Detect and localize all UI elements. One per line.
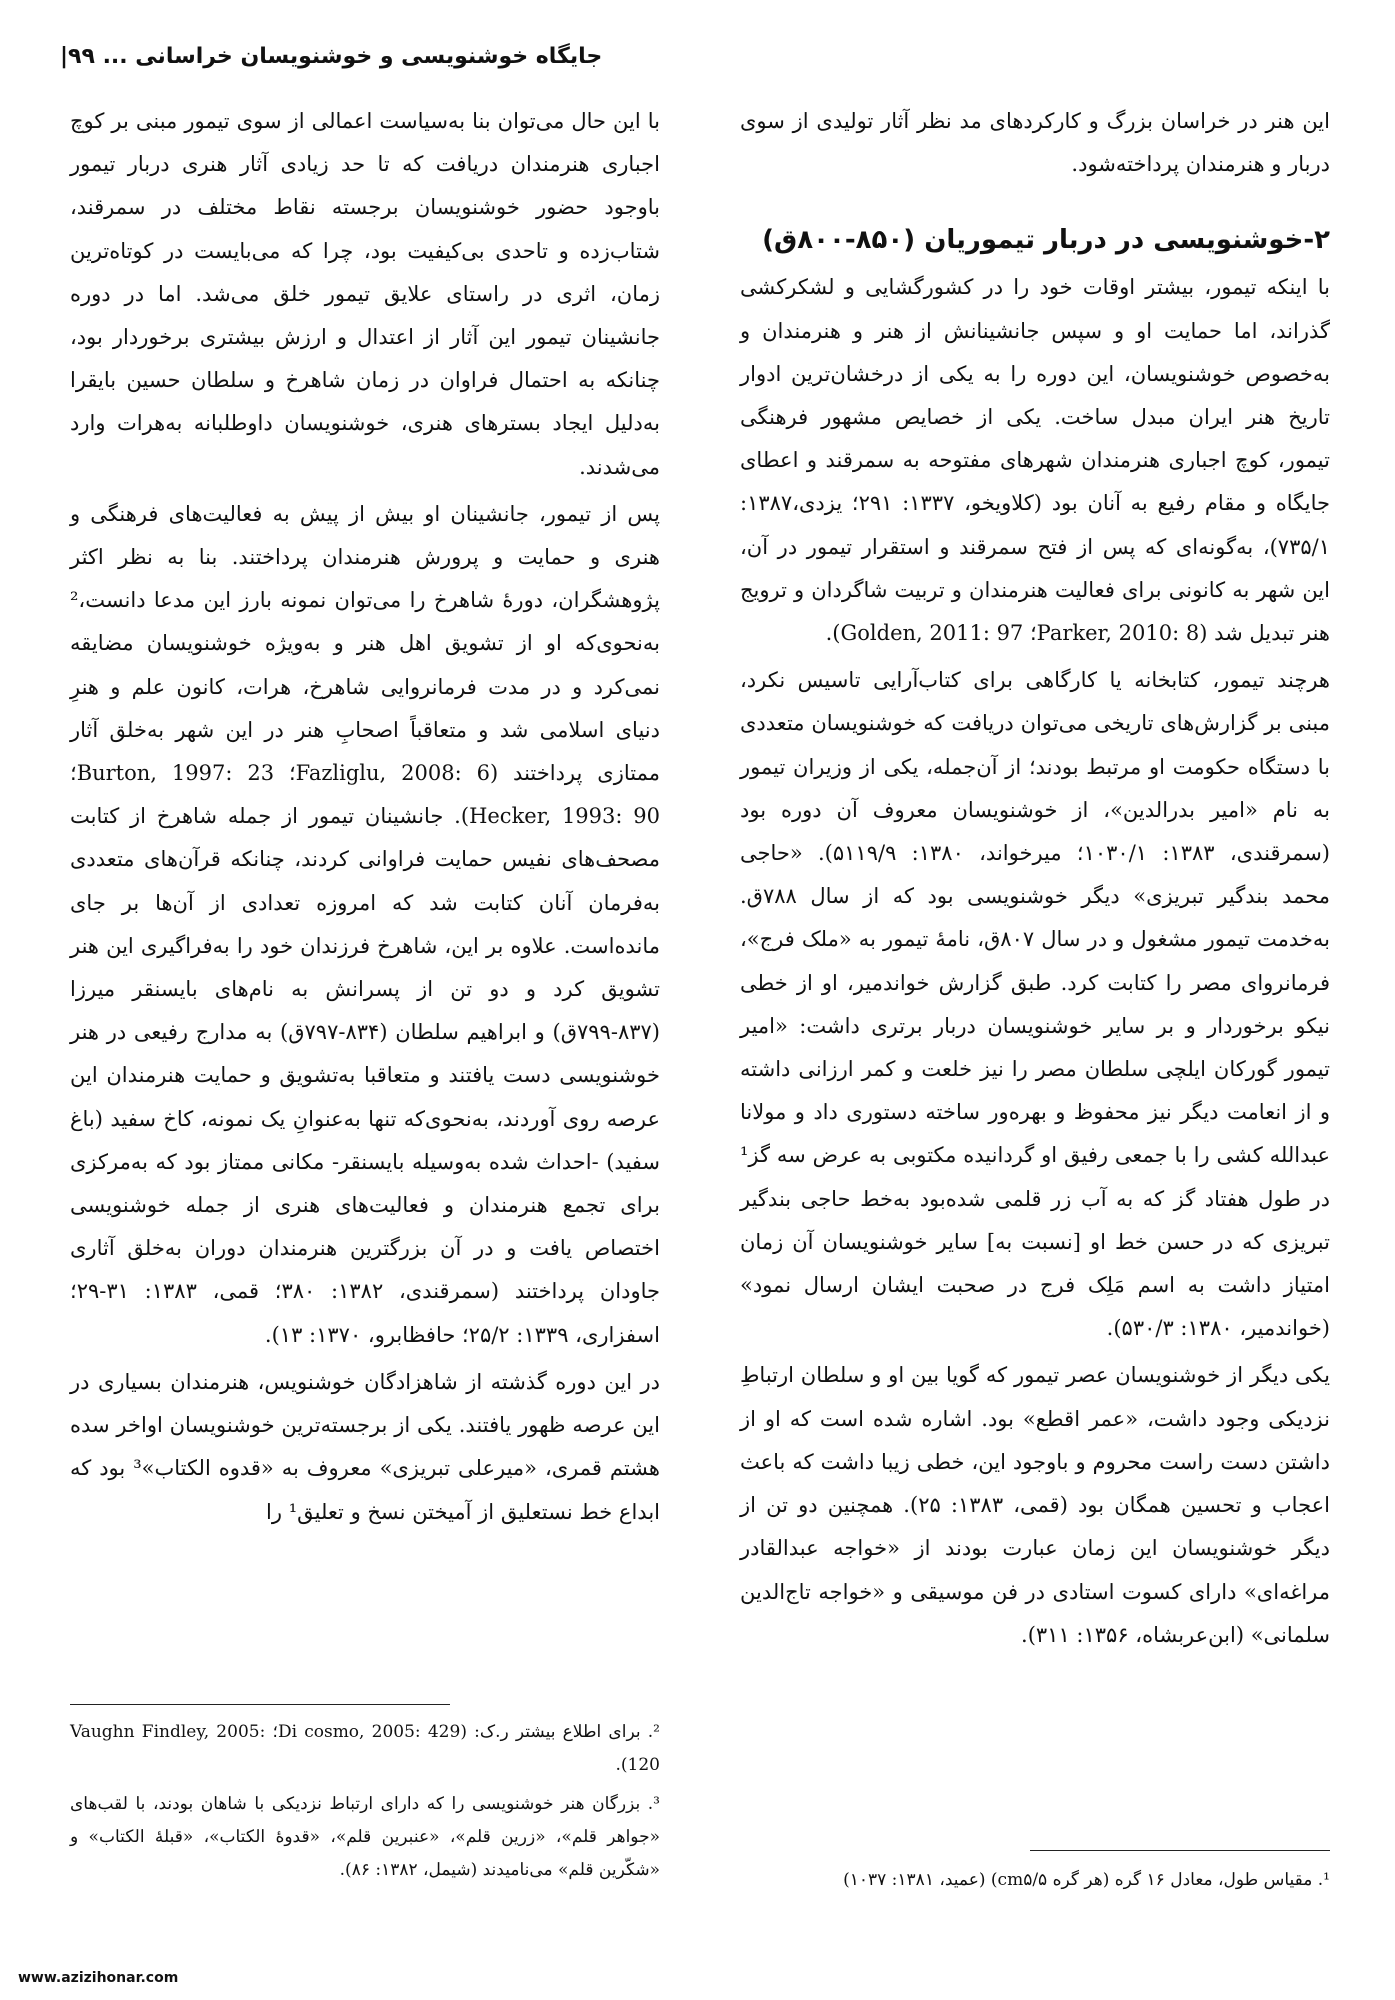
paragraph: این هنر در خراسان بزرگ و کارکردهای مد نظر آثار تولیدی از سوی دربار و هنرمندان پرداخته‌شود.: [740, 109, 1330, 177]
footnotes-right: [740, 1864, 1330, 1903]
paragraph: پس از تیمور، جانشینان او بیش از پیش به فعالیت‌های فرهنگی و هنری و حمایت و پرورش هنرمندان پرداختند. بنا به نظر اکثر پژوهشگران، دورهٔ شاهرخ را می‌توان نمونه بارز این مدعا دانست،² به‌نحوی‌که او از تشویق اهل هنر و به‌ویژه خوشنویسان مضایقه نمی‌کرد و در مدت فرمانروایی شاهرخ، هرات، کانون علم و هنرِ دنیای اسلامی شد و متعاقباً اصحابِ هنر در این شهر به‌خلق آثار ممتازی پرداختند (Fazliglu, 2008: 6؛ Burton, 1997: 23؛ Hecker, 1993: 90). جانشینان تیمور از جمله شاهرخ از کتابت مصحف‌های نفیس حمایت فراوانی کردند، چنانکه قرآن‌های متعددی به‌فرمان آنان کتابت شد که امروزه تعدادی از آن‌ها بر جای مانده‌است. علاوه بر این، شاهرخ فرزندان خود را به‌فراگیری این هنر تشویق کرد و دو تن از پسرانش به نام‌های بایسنقر میرزا (۸۳۷-۷۹۹ق) و ابراهیم سلطان (۸۳۴-۷۹۷ق) به مدارج رفیعی در هنر خوشنویسی دست یافتند و متعاقبا به‌تشویق و حمایت هنرمندان این عرصه روی آوردند، به‌نحوی‌که تنها به‌عنوانِ یک نمونه، کاخ سفید (باغ سفید) -احداث شده به‌وسیله بایسنقر- مکانی ممتاز بود که به‌مرکزی برای تجمع هنرمندان و فعالیت‌های هنری از جمله خوشنویسی اختصاص یافت و در آن بزرگترین هنرمندان دوران به‌خلق آثاری جاودان پرداختند (سمرقندی، ۱۳۸۲: ۳۸۰؛ قمی، ۱۳۸۳: ۳۱-۲۹؛ اسفزاری، ۱۳۳۹: ۲۵/۲؛ حافظابرو، ۱۳۷۰: ۱۳).: [70, 501, 661, 1347]
footnote: ¹. مقیاس طول، معادل ۱۶ گره (هر گره cm۵/۵) (عمید، ۱۳۸۱: ۱۰۳۷): [843, 1870, 1330, 1890]
section-heading: ۲-خوشنویسی در دربار تیموریان (۸۵۰-۸۰۰ق): [762, 225, 1330, 256]
paragraph: هرچند تیمور، کتابخانه یا کارگاهی برای کتاب‌آرایی تاسیس نکرد، مبنی بر گزارش‌های تاریخی می‌توان دریافت که خوشنویسان متعددی با دستگاه حکومت او مرتبط بودند؛ از آن‌جمله، یکی از وزیران تیمور به نام «امیر بدرالدین»، از خوشنویسان معروف آن دوره بود (سمرقندی، ۱۳۸۳: ۱۰۳۰/۱؛ میرخواند، ۱۳۸۰: ۵۱۱۹/۹). «حاجی محمد بندگیر تبریزی» دیگر خوشنویسی بود که از سال ۷۸۸ق. به‌خدمت تیمور مشغول و در سال ۸۰۷ق، نامهٔ تیمور به «ملک فرج»، فرمانروای مصر را کتابت کرد. طبق گزارش خواندمیر، او از خطی نیکو برخوردار و بر سایر خوشنویسان دربار برتری داشت: «امیر تیمور گورکان ایلچی سلطان مصر را نیز خلعت و کمر ارزانی داشته و از انعامت دیگر نیز محفوظ و بهره‌ور ساخته دستوری داد و مولانا عبدالله کشی را با جمعی رفیق او گردانیده مکتوبی به عرض سه گز¹ در طول هفتاد گز که به آب زر قلمی شده‌بود به‌خط حاجی بندگیر تبریزی که در حسن خط او [نسبت به] سایر خوشنویسان آن زمان امتیاز داشت به اسم مَلِک فرج در صحبت ایشان ارسال نمود» (خواندمیر، ۱۳۸۰: ۵۳۰/۳).: [740, 668, 1331, 1341]
footnote-divider: [70, 1704, 450, 1705]
left-column: [70, 100, 660, 1538]
footnotes-left: [70, 1716, 660, 1893]
page-number: |۹۹: [60, 44, 95, 69]
paragraph: با اینکه تیمور، بیشتر اوقات خود را در کشورگشایی و لشکرکشی گذراند، اما حمایت او و سپس جانشینانش از هنر و هنرمندان و به‌خصوص خوشنویسان، این دوره را به یکی از درخشان‌ترین ادوار تاریخ هنر ایران مبدل ساخت. یکی از خصایص مشهور فرهنگی تیمور، کوچ اجباری هنرمندان شهرهای مفتوحه به سمرقند و اعطای جایگاه و مقام رفیع به آنان بود (کلاویخو، ۱۳۳۷: ۲۹۱؛ یزدی،۱۳۸۷: ۷۳۵/۱)، به‌گونه‌ای که پس از فتح سمرقند و استقرار تیمور در آن، این شهر به کانونی برای فعالیت هنرمندان و تربیت شاگردان و ترویج هنر تبدیل شد (Parker, 2010: 8؛ Golden, 2011: 97).: [740, 275, 1330, 646]
right-column: [740, 100, 1330, 1661]
paragraph: با این حال می‌توان بنا به‌سیاست اعمالی از سوی تیمور مبنی بر کوچ اجباری هنرمندان دریافت که تا حد زیادی آثار هنری دربار تیمور باوجود حضور خوشنویسان برجسته نقاط مختلف در سمرقند، شتاب‌زده و تاحدی بی‌کیفیت بود، چرا که می‌بایست در کوتاه‌ترین زمان، اثری در راستای علایق تیمور خلق می‌شد. اما در دوره جانشینان تیمور این آثار از اعتدال و ارزش بیشتری برخوردار بود، چنانکه به احتمال فراوان در زمان شاهرخ و سلطان حسین بایقرا به‌دلیل ایجاد بسترهای هنری، خوشنویسان داوطلبانه به‌هرات وارد می‌شدند.: [70, 109, 660, 479]
footnote: ³. بزرگان هنر خوشنویسی را که دارای ارتباط نزدیکی با شاهان بودند، با لقب‌های «جواهر قلم»، «زرین قلم»، «عنبرین قلم»، «قدوهٔ الکتاب»، «قبلهٔ الکتاب» و «شکّرین قلم» می‌نامیدند (شیمل، ۱۳۸۲: ۸۶).: [70, 1794, 660, 1880]
running-header: [60, 44, 1335, 69]
footnote-divider: [1030, 1850, 1330, 1851]
paragraph: در این دوره گذشته از شاهزادگان خوشنویس، هنرمندان بسیاری در این عرصه ظهور یافتند. یکی از برجسته‌ترین خوشنویسان اواخر سده هشتم قمری، «میرعلی تبریزی» معروف به «قدوه الکتاب»³ بود که ابداع خط نستعلیق از آمیختن نسخ و تعلیق¹ را: [70, 1369, 660, 1524]
footnote: ². برای اطلاع بیشتر ر.ک: (Di cosmo, 2005: 429؛ Vaughn Findley, 2005: 120).: [70, 1722, 660, 1775]
website-url: www.azizihonar.com: [18, 1970, 179, 1986]
paragraph: یکی دیگر از خوشنویسان عصر تیمور که گویا بین او و سلطان ارتباطِ نزدیکی وجود داشت، «عمر اقطع» بود. اشاره شده است که او از داشتن دست راست محروم و باوجود این، خطی زیبا داشت که باعث اعجاب و تحسین همگان بود (قمی، ۱۳۸۳: ۲۵). همچنین دو تن از دیگر خوشنویسان این زمان عبارت بودند از «خواجه عبدالقادر مراغه‌ای» دارای کسوت استادی در فن موسیقی و «خواجه تاج‌الدین سلمانی» (ابن‌عربشاه، ۱۳۵۶: ۳۱۱).: [740, 1363, 1330, 1647]
page-header-title: جایگاه خوشنویسی و خوشنویسان خراسانی ...: [102, 44, 603, 69]
